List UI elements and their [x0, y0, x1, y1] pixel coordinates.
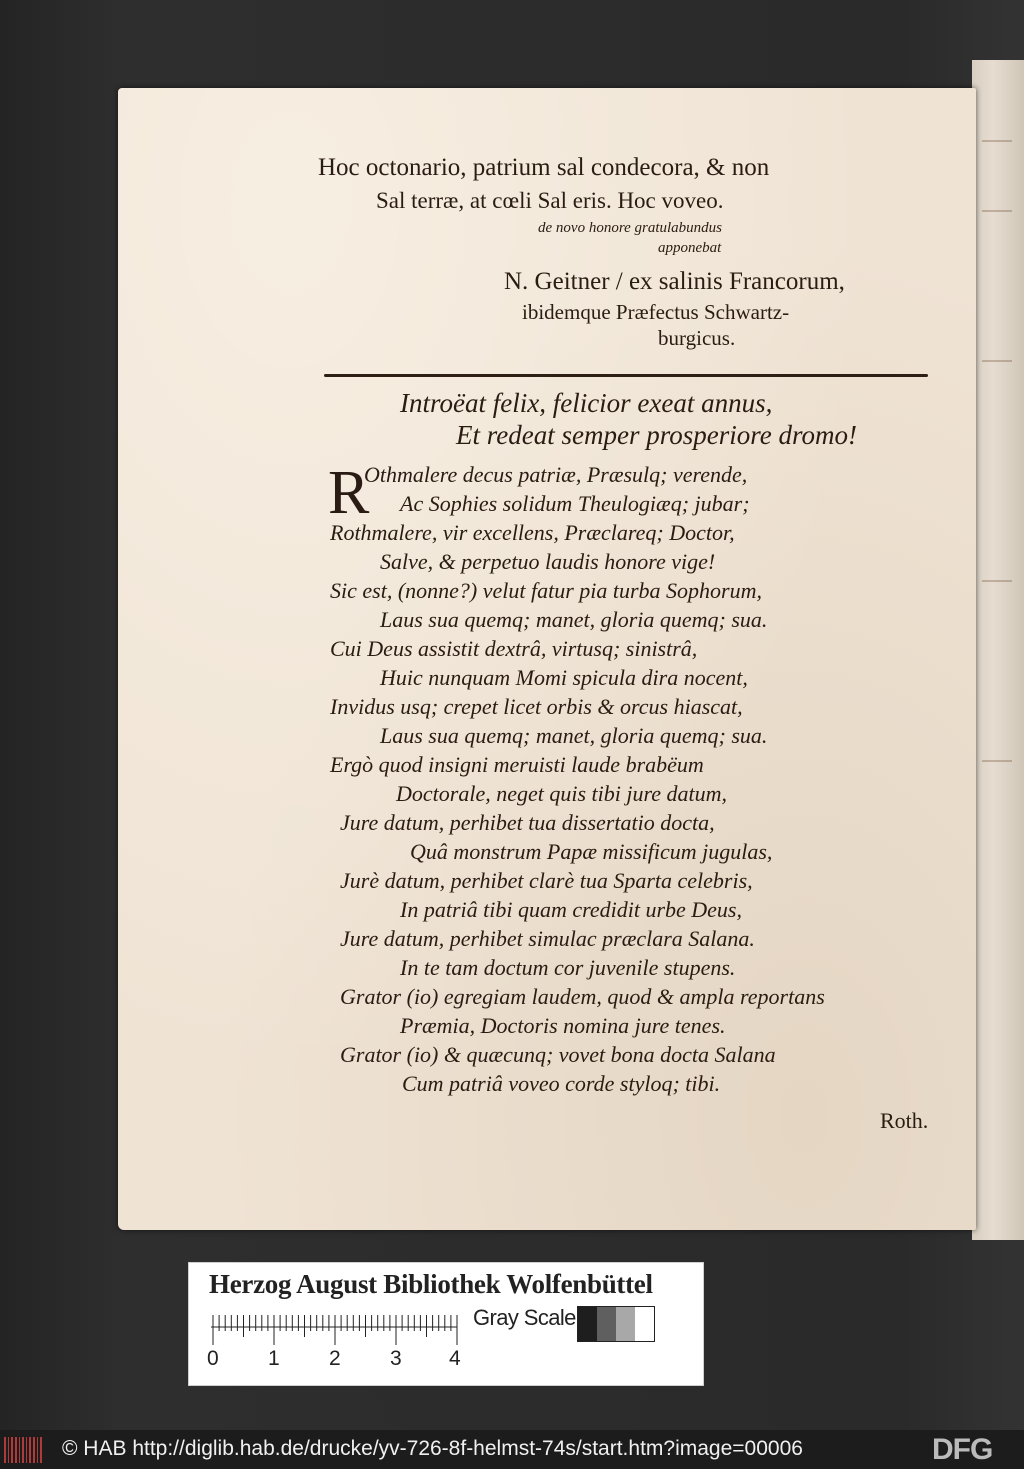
- barcode-icon: [4, 1437, 42, 1463]
- signature-line-2: ibidemque Præfectus Schwartz-: [522, 300, 790, 324]
- poem-line: Jure datum, perhibet simulac præclara Salana.: [340, 926, 755, 951]
- poem-line: Huic nunquam Momi spicula dira nocent,: [380, 665, 748, 690]
- catchword: Roth.: [880, 1108, 929, 1133]
- poem-line: In patriâ tibi quam credidit urbe Deus,: [400, 897, 742, 922]
- top-line-2: Sal terræ, at cœli Sal eris. Hoc voveo.: [376, 188, 724, 213]
- dedication-line-1: de novo honore gratulabundus: [538, 220, 723, 236]
- library-name: Herzog August Bibliothek Wolfenbüttel: [209, 1269, 653, 1299]
- poem-line: Sic est, (nonne?) velut fatur pia turba Sophorum,: [330, 578, 763, 603]
- dfg-logo: DFG: [932, 1433, 993, 1466]
- signature-line-3: burgicus.: [658, 326, 736, 350]
- poem-line: Jure datum, perhibet tua dissertatio docta,: [340, 810, 715, 835]
- book-page: [118, 88, 976, 1230]
- gray-swatch: [578, 1307, 597, 1341]
- poem-line: Doctorale, neget quis tibi jure datum,: [396, 781, 727, 806]
- poem-line: In te tam doctum cor juvenile stupens.: [400, 955, 736, 980]
- ruler-number: 3: [390, 1347, 402, 1370]
- gray-swatch: [616, 1307, 635, 1341]
- ruler-number: 2: [329, 1347, 341, 1370]
- gray-scale-swatches: [577, 1306, 655, 1342]
- library-reference-card: [188, 1262, 704, 1386]
- divider-rule: [324, 374, 928, 377]
- poem-line: Cum patriâ voveo corde styloq; tibi.: [402, 1071, 721, 1096]
- poem-line: Ergò quod insigni meruisti laude brabëum: [330, 752, 704, 777]
- poem-line: Ac Sophies solidum Theulogiæq; jubar;: [400, 491, 750, 516]
- top-line-1: Hoc octonario, patrium sal condecora, & non: [318, 154, 770, 181]
- poem-line: Quâ monstrum Papæ missificum jugulas,: [410, 839, 773, 864]
- signature-line-1: N. Geitner / ex salinis Francorum,: [504, 268, 845, 295]
- gray-swatch: [597, 1307, 616, 1341]
- bottom-bar: [0, 1430, 1024, 1469]
- motto-line-1: Introëat felix, felicior exeat annus,: [400, 388, 773, 418]
- poem-line: Rothmalere, vir excellens, Præclareq; Doctor,: [330, 520, 735, 545]
- poem-line: Grator (io) egregiam laudem, quod & ampla reportans: [340, 984, 825, 1009]
- drop-cap: R: [328, 459, 370, 527]
- ruler-number: 4: [449, 1347, 461, 1370]
- ruler-scale: [211, 1307, 461, 1347]
- ruler-number: 0: [207, 1347, 219, 1370]
- poem-line: Salve, & perpetuo laudis honore vige!: [380, 549, 716, 574]
- poem-line: Præmia, Doctoris nomina jure tenes.: [400, 1013, 726, 1038]
- poem-line: Laus sua quemq; manet, gloria quemq; sua.: [380, 723, 768, 748]
- motto-line-2: Et redeat semper prosperiore dromo!: [456, 420, 857, 450]
- poem-line: Invidus usq; crepet licet orbis & orcus hiascat,: [330, 694, 743, 719]
- gray-swatch: [635, 1307, 654, 1341]
- poem-line: Laus sua quemq; manet, gloria quemq; sua.: [380, 607, 768, 632]
- ruler-number: 1: [268, 1347, 280, 1370]
- poem-line: Cui Deus assistit dextrâ, virtusq; sinistrâ,: [330, 636, 698, 661]
- gray-scale-label: Gray Scale: [473, 1305, 576, 1330]
- adjacent-page-edge: [972, 60, 1024, 1240]
- dedication-line-2: apponebat: [658, 240, 722, 256]
- copyright-url[interactable]: © HAB http://diglib.hab.de/drucke/yv-726-8f-helmst-74s/start.htm?image=00006: [62, 1437, 803, 1460]
- poem-line: Grator (io) & quæcunq; vovet bona docta Salana: [340, 1042, 776, 1067]
- poem-line: Jurè datum, perhibet clarè tua Sparta celebris,: [340, 868, 753, 893]
- poem-line: Othmalere decus patriæ, Præsulq; verende,: [364, 462, 748, 487]
